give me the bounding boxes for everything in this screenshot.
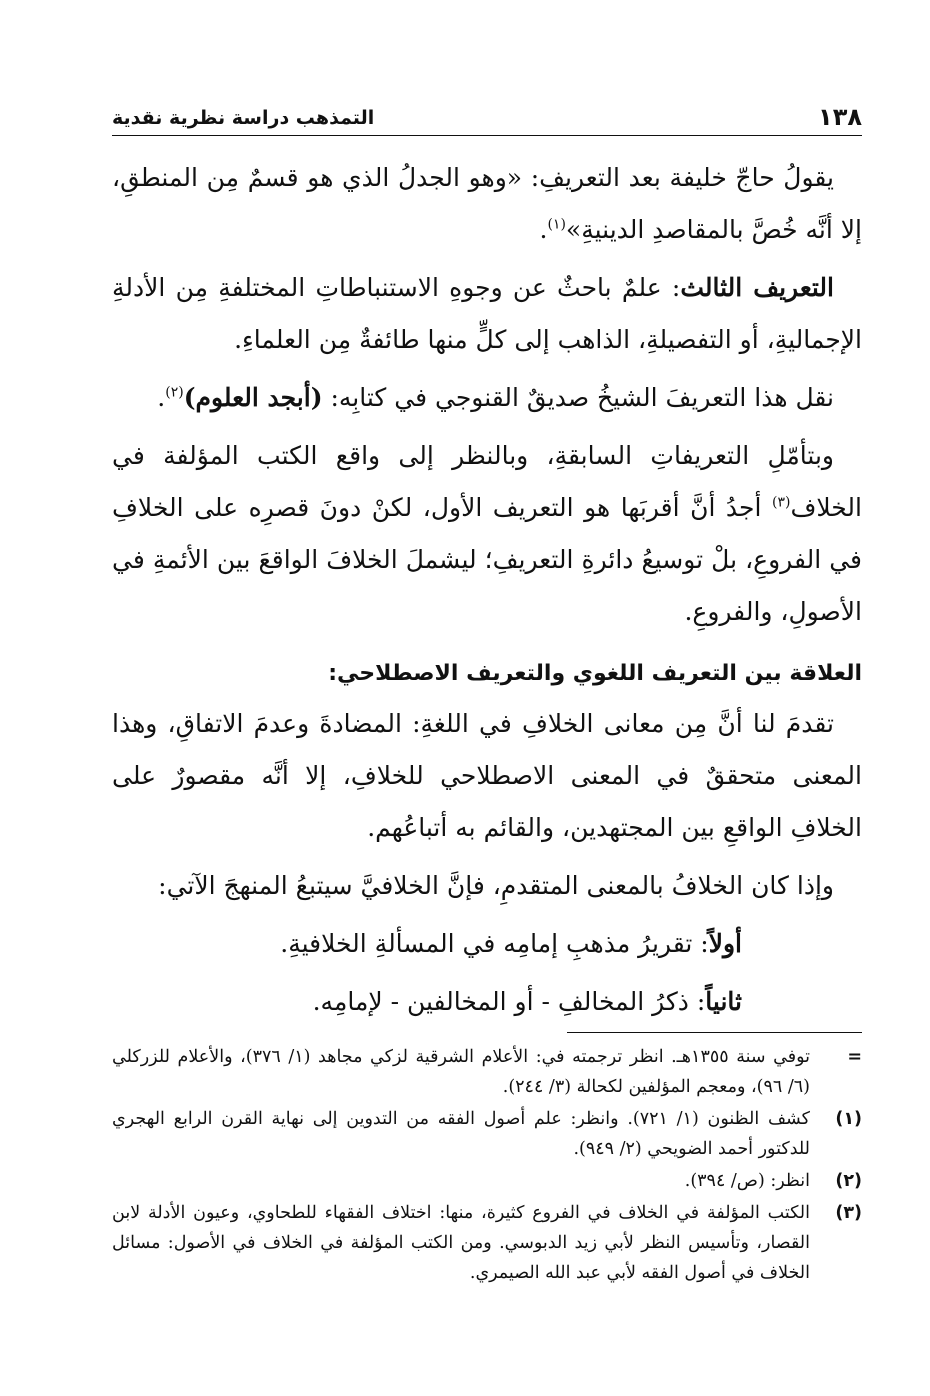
paragraph-preferred-definition [112, 430, 862, 638]
paragraph-text-b: أجدُ أنَّ أقربَها هو التعريف الأول، لكنْ دونَ قصرِه على الخلافِ في الفروعِ، بلْ توسيعُ دائرةِ التعريفِ؛ ليشملَ الخلافَ الواقعَ بين الأئمةِ في الأصولِ، والفروعِ. [112, 493, 862, 626]
paragraph-haji-khalifa [112, 152, 862, 256]
section-heading: العلاقة بين التعريف اللغوي والتعريف الاصطلاحي: [328, 661, 862, 686]
footnote-3 [112, 1198, 862, 1288]
list-text: : ذكرُ المخالفِ - أو المخالفين - لإمامِه. [312, 987, 706, 1016]
footnote-2 [112, 1166, 862, 1196]
page-header [112, 95, 862, 136]
footnote-marker: (٢) [835, 1171, 862, 1191]
footnote-continuation [112, 1042, 862, 1102]
footnote-ref-3[interactable]: (٣) [771, 494, 791, 511]
book-title: (أبجد العلوم) [183, 383, 323, 412]
footnote-ref-1[interactable]: (١) [547, 216, 566, 233]
paragraph-text: نقل هذا التعريفَ الشيخُ صديقٌ القنوجي في كتابِه: [322, 383, 834, 412]
paragraph-text-a: وبتأمّلِ التعريفاتِ السابقةِ، وبالنظر إلى واقع الكتب المؤلفة في الخلاف [112, 441, 862, 522]
footnote-1 [112, 1104, 862, 1164]
footnote-divider [567, 1032, 862, 1033]
main-text [112, 152, 862, 1028]
list-label: أولاً [708, 929, 742, 958]
footnote-text: انظر: (ص/ ٣٩٤). [684, 1171, 810, 1191]
footnote-text: توفي سنة ١٣٥٥هـ. انظر ترجمته في: الأعلام الشرقية لزكي مجاهد (١/ ٣٧٦)، والأعلام للزركلي (٦/ ٩٦)، ومعجم المؤلفين لكحالة (٣/ ٢٤٤). [112, 1047, 810, 1097]
paragraph-text: يقولُ حاجّ خليفة بعد التعريفِ: «وهو الجدلُ الذي هو قسمٌ مِن المنطقِ، إلا أنَّه خُصَّ بالمقاصدِ الدينيةِ» [112, 163, 862, 244]
paragraph-third-definition [112, 262, 862, 366]
footnote-marker: (١) [835, 1109, 862, 1129]
paragraph-end: . [157, 383, 166, 412]
footnote-marker: = [847, 1047, 862, 1067]
running-title: التمذهب دراسة نظرية نقدية [112, 107, 375, 129]
list-item-second [112, 976, 862, 1028]
footnote-marker: (٣) [835, 1203, 862, 1223]
paragraph-method: وإذا كان الخلافُ بالمعنى المتقدمِ، فإنَّ الخلافيَّ سيتبعُ المنهجَ الآتي: [158, 871, 834, 900]
footnotes [112, 1042, 862, 1290]
paragraph-relation: تقدمَ لنا أنَّ مِن معانى الخلافِ في اللغةِ: المضادةَ وعدمَ الاتفاقِ، وهذا المعنى متحققٌ في المعنى الاصطلاحي للخلافِ، إلا أنَّه مقصورٌ على الخلافِ الواقعِ بين المجتهدين، والقائم به أتباعُهم. [112, 709, 862, 842]
list-item-first [112, 918, 862, 970]
page-number: ١٣٨ [818, 103, 862, 131]
list-label: ثانياً [705, 987, 742, 1016]
footnote-ref-2[interactable]: (٢) [165, 384, 184, 401]
definition-label: التعريف الثالث [680, 273, 834, 302]
paragraph-end: . [539, 215, 548, 244]
definition-text: : علمٌ باحثٌ عن وجوهِ الاستنباطاتِ المختلفةِ مِن الأدلةِ الإجماليةِ، أو التفصيلةِ، الذاهب إلى كلٍّ منها طائفةٌ مِن العلماءِ. [112, 273, 862, 354]
footnote-text: كشف الظنون (١/ ٧٢١). وانظر: علم أصول الفقه من التدوين إلى نهاية القرن الرابع الهجري للدكتور أحمد الضويحي (٢/ ٩٤٩). [112, 1109, 811, 1159]
list-text: : تقريرُ مذهبِ إمامِه في المسألةِ الخلافيةِ. [280, 929, 709, 958]
paragraph-qannuji [112, 372, 862, 424]
footnote-text: الكتب المؤلفة في الخلاف في الفروع كثيرة، منها: اختلاف الفقهاء للطحاوي، وعيون الأدلة لابن القصار، وتأسيس النظر لأبي زيد الدبوسي. ومن الكتب المؤلفة في الخلاف في الأصول: مسائل الخلاف في أصول الفقه لأبي عبد الله الصيمري. [112, 1203, 810, 1283]
